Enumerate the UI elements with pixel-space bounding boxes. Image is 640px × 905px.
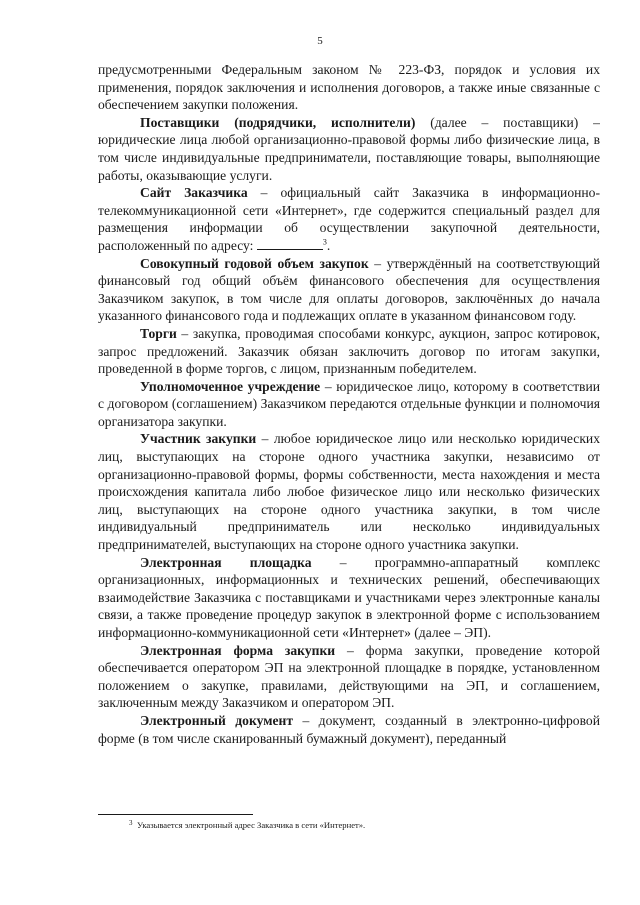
definition-annual-volume	[98, 255, 600, 325]
definition-text: – любое юридическое лицо или несколько юридических лиц, выступающих на стороне одного участника закупки, независимо от организационно-правовой формы, формы собственности, места нахождения и места происхождения капитала либо любое физическое лицо или несколько физических лиц, выступающих на стороне одного участника закупки, в том числе индивидуальный предприниматель или несколько индивидуальных предпринимателей, выступающих на стороне одного участника закупки.	[98, 431, 600, 553]
definition-term: Поставщики (подрядчики, исполнители)	[140, 114, 416, 130]
definition-term: Электронная площадка	[140, 554, 312, 570]
definition-term: Сайт Заказчика	[140, 185, 248, 201]
definition-term: Уполномоченное учреждение	[140, 378, 321, 394]
body-text	[98, 61, 600, 747]
paragraph-intro-continuation	[98, 61, 600, 114]
definition-electronic-procurement-form	[98, 642, 600, 712]
definition-tenders	[98, 325, 600, 378]
definition-term: Торги	[140, 325, 177, 341]
page-number: 5	[317, 35, 323, 47]
footnote-mark: 3	[129, 819, 133, 827]
footnote-text: Указывается электронный адрес Заказчика в сети «Интернет».	[137, 820, 366, 830]
definition-text: – программно-аппаратный комплекс организационных, информационных и технических решений, обеспечивающих взаимодействие Заказчика с поставщиками и участниками через электронные каналы связи, а также проведение процедур закупок в электронной форме с использованием информационно-коммуникационной сети «Интернет» (далее – ЭП).	[98, 554, 600, 640]
definition-term: Электронная форма закупки	[140, 642, 336, 658]
definition-customer-site	[98, 184, 600, 254]
definition-text: – утверждённый на соответствующий финансовый год общий объём финансового обеспечения для осуществления Заказчиком закупок, в том числе для оплаты договоров, заключённых до начала указанного финансового года и подлежащих оплате в указанном финансовом году.	[98, 255, 600, 324]
footnote	[129, 819, 607, 831]
definition-suppliers	[98, 114, 600, 184]
footnote-reference: 3	[322, 237, 327, 247]
definition-electronic-platform	[98, 554, 600, 642]
footnote-divider	[98, 814, 253, 815]
address-blank-line	[257, 237, 323, 250]
definition-term: Электронный документ	[140, 712, 294, 728]
definition-tail: .	[326, 237, 331, 253]
definition-text: – юридическое лицо, которому в соответствии с договором (соглашением) Заказчиком передаются отдельные функции и полномочия организатора закупки.	[98, 378, 601, 429]
definition-text: – официальный сайт Заказчика в информационно-телекоммуникационной сети «Интернет», где содержится специальный раздел для размещения информации об осуществлении закупочной деятельности, расположенный по адресу:	[98, 185, 600, 253]
definition-text: – форма закупки, проведение которой обеспечивается оператором ЭП на электронной площадке в порядке, установленном положением о закупке, правилами, действующими на ЭП, и соглашением, заключенным между Заказчиком и оператором ЭП.	[98, 642, 601, 711]
definition-term: Совокупный годовой объем закупок	[140, 255, 369, 271]
definition-text: (далее – поставщики) – юридические лица любой организационно-правовой формы либо физические лица, в том числе индивидуальные предприниматели, поставляющие товары, выполняющие работы, оказывающие услуги.	[98, 114, 600, 183]
definition-authorized-institution	[98, 378, 600, 431]
definition-term: Участник закупки	[140, 431, 257, 447]
paragraph-text: предусмотренными Федеральным законом № 223-ФЗ, порядок и условия их применения, порядок заключения и исполнения договоров, а также иные связанные с обеспечением закупки положения.	[98, 62, 600, 113]
definition-electronic-document	[98, 712, 600, 747]
definition-text: – документ, созданный в электронно-цифровой форме (в том числе сканированный бумажный документ), переданный	[98, 712, 600, 746]
definition-participant	[98, 430, 600, 553]
definition-text: – закупка, проводимая способами конкурс, аукцион, запрос котировок, запрос предложений. Заказчик обязан заключить договор по итогам закупки, проведенной в форме торгов, с лицом, признанным победителем.	[98, 325, 600, 377]
